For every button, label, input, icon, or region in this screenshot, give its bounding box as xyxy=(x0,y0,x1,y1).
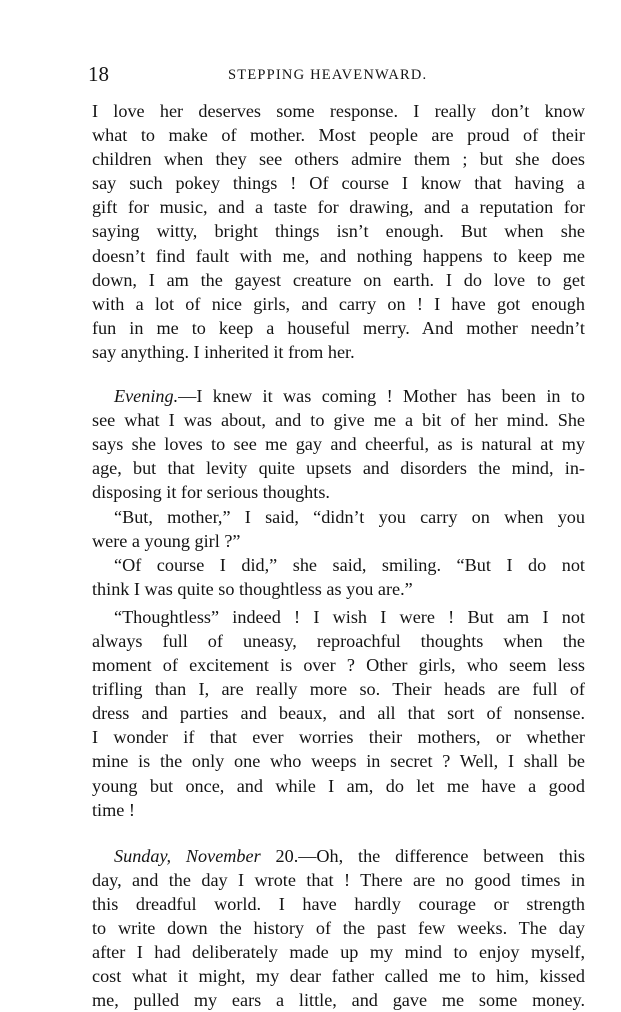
text-line: doesn’t find fault with me, and nothing happens to keep me xyxy=(92,245,585,266)
text-line: what to make of mother. Most people are proud of their xyxy=(92,125,585,146)
text-line: dress and parties and beaux, and all that sort of nonsense. xyxy=(92,703,585,724)
text-line: think I was quite so thoughtless as you are.” xyxy=(92,578,413,599)
text-line: down, I am the gayest creature on earth. I do love to get xyxy=(92,269,585,290)
text-fragment: —I knew it was coming ! Mother has been in to xyxy=(178,386,585,407)
text-line: I wonder if that ever worries their mothers, or whether xyxy=(92,727,585,748)
entry-heading: Evening. xyxy=(114,386,179,407)
page-header xyxy=(88,60,582,90)
text-line: fun in me to keep a houseful merry. And mother needn’t xyxy=(92,317,585,338)
entry-heading: Sunday, November xyxy=(114,845,261,866)
text-line xyxy=(92,384,585,408)
text-line: time ! xyxy=(92,799,135,820)
text-line: “But, mother,” I said, “didn’t you carry on when you xyxy=(114,506,585,527)
text-line: disposing it for serious thoughts. xyxy=(92,482,330,503)
body-text xyxy=(92,99,585,1012)
text-line: see what I was about, and to give me a bit of her mind. She xyxy=(92,410,585,431)
text-line: say such pokey things ! Of course I know that having a xyxy=(92,173,585,194)
paragraph-evening xyxy=(92,384,585,504)
text-line: this dreadful world. I have hardly courage or strength xyxy=(92,893,585,914)
text-line: children when they see others admire them ; but she does xyxy=(92,149,585,170)
text-line: moment of excitement is over ? Other girls, who seem less xyxy=(92,655,585,676)
text-line: always full of uneasy, reproachful thoughts when the xyxy=(92,630,585,651)
text-line: age, but that levity quite upsets and disorders the mind, in- xyxy=(92,458,585,479)
text-line: mine is the only one who weeps in secret ? Well, I shall be xyxy=(92,751,585,772)
paragraph xyxy=(92,605,585,822)
text-line: say anything. I inherited it from her. xyxy=(92,341,355,362)
text-fragment: 20.—Oh, the difference between this xyxy=(260,845,585,866)
paragraph xyxy=(92,553,585,601)
text-line: saying witty, bright things isn’t enough. But when she xyxy=(92,221,585,242)
paragraph xyxy=(92,99,585,364)
paragraph-sunday xyxy=(92,844,585,1012)
text-line: cost what it might, my dear father called me to him, kissed xyxy=(92,966,585,987)
text-line: were a young girl ?” xyxy=(92,530,241,551)
text-line xyxy=(92,844,585,868)
text-line: to write down the history of the past few weeks. The day xyxy=(92,918,585,938)
text-line: gift for music, and a taste for drawing, and a reputation for xyxy=(92,197,585,218)
page-number: 18 xyxy=(88,62,109,86)
text-line: young but once, and while I am, do let me have a good xyxy=(92,775,585,796)
text-line: day, and the day I wrote that ! There are no good times in xyxy=(92,869,585,890)
text-line: says she loves to see me gay and cheerful, as is natural at my xyxy=(92,434,585,455)
text-line: “Of course I did,” she said, smiling. “But I do not xyxy=(114,554,585,575)
text-line: trifling than I, are really more so. Their heads are full of xyxy=(92,679,585,700)
text-line: me, pulled my ears a little, and gave me some money. xyxy=(92,990,585,1011)
text-line: I love her deserves some response. I really don’t know xyxy=(92,101,585,121)
text-line: “Thoughtless” indeed ! I wish I were ! But am I not xyxy=(114,606,585,627)
text-line: with a lot of nice girls, and carry on ! I have got enough xyxy=(92,293,585,314)
paragraph xyxy=(92,505,585,553)
text-line: after I had deliberately made up my mind to enjoy myself, xyxy=(92,942,585,963)
running-title: STEPPING HEAVENWARD. xyxy=(228,67,428,83)
